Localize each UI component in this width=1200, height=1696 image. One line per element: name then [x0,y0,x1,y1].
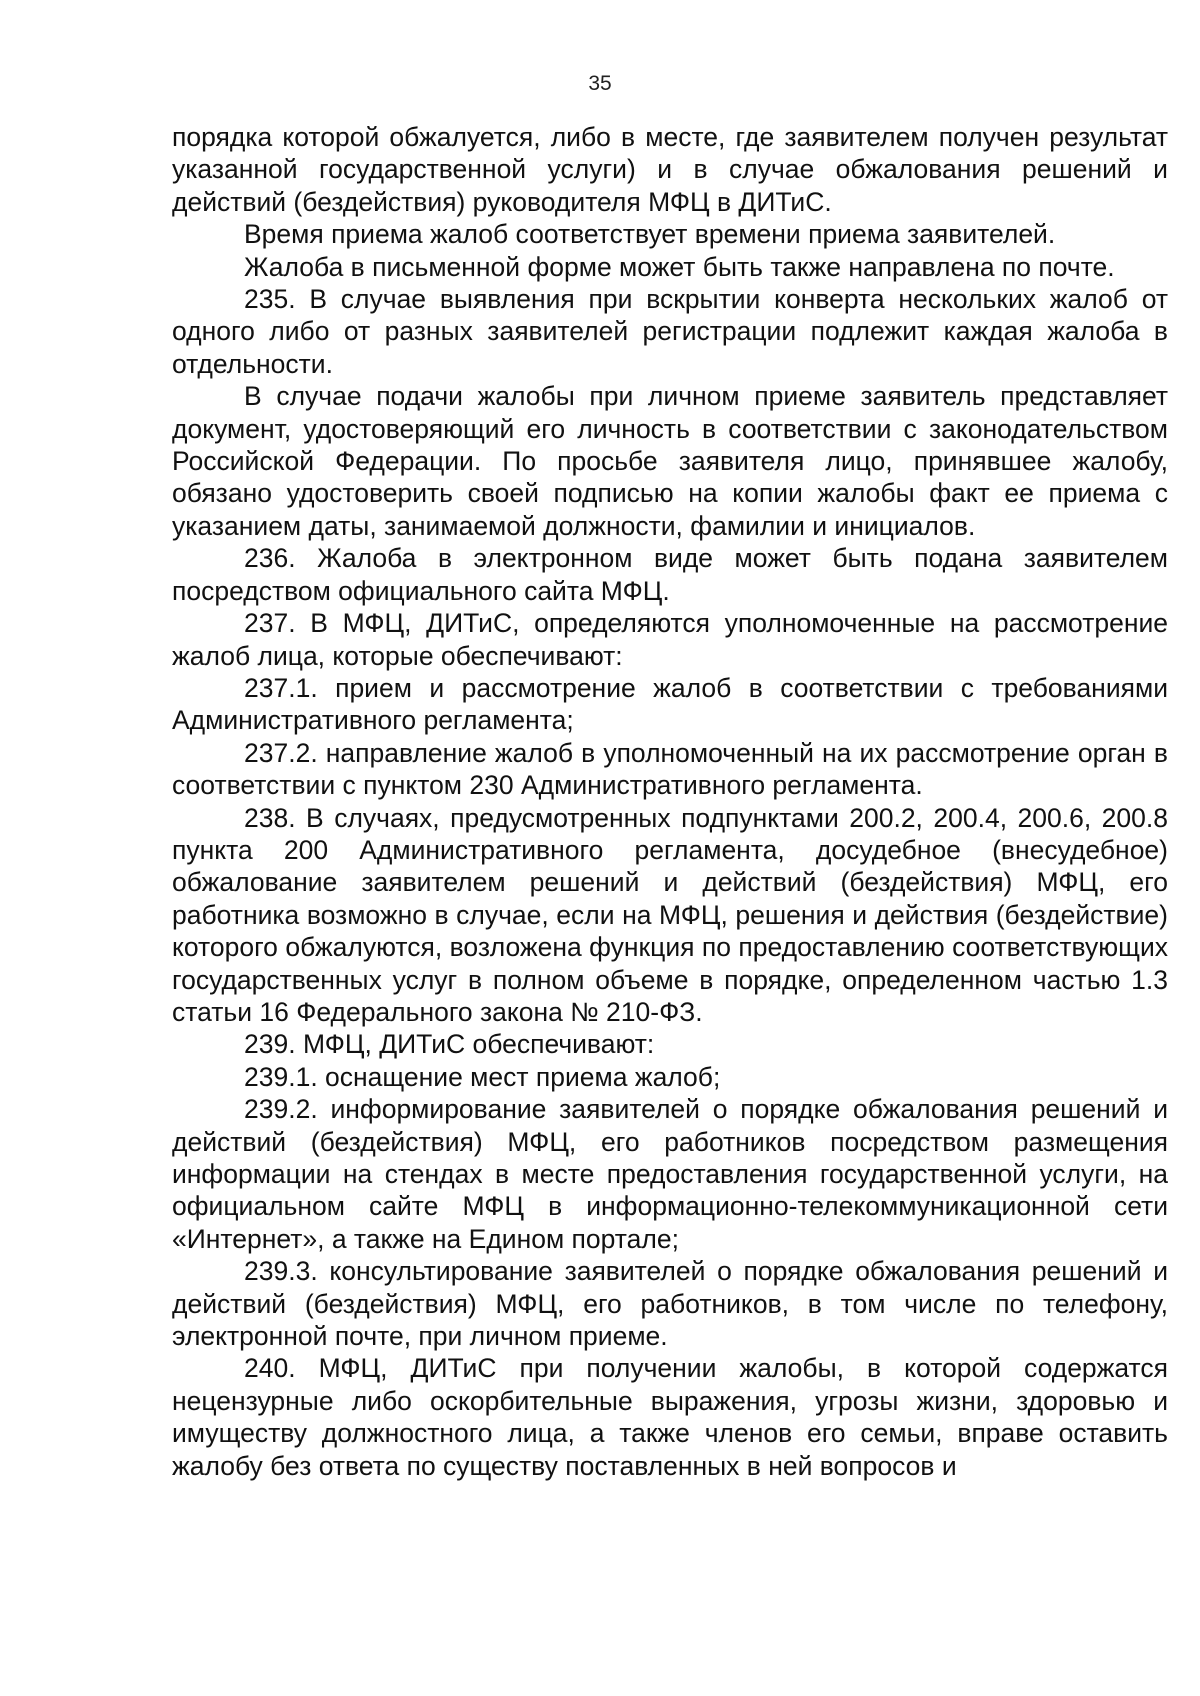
paragraph-237: 237. В МФЦ, ДИТиС, определяются уполномоченные на рассмотрение жалоб лица, которые обеспечивают: [172,608,1168,671]
paragraph-237-2: 237.2. направление жалоб в уполномоченный на их рассмотрение орган в соответствии с пунктом 230 Административного регламента. [172,737,1168,801]
paragraph-personal-reception: В случае подачи жалобы при личном приеме заявитель представляет документ, удостоверяющий его личность в соответствии с законодательством Российской Федерации. По просьбе заявителя лицо, принявшее жалобу, обязано удостоверить своей подписью на копии жалобы факт ее приема с указанием даты, занимаемой должности, фамилии и инициалов. [172,381,1168,541]
paragraph-239: 239. МФЦ, ДИТиС обеспечивают: [244,1029,655,1060]
paragraph-239-3: 239.3. консультирование заявителей о порядке обжалования решений и действий (бездействия) МФЦ, его работников, в том числе по телефону, электронной почте, при личном приеме. [172,1256,1168,1352]
paragraph-239-1: 239.1. оснащение мест приема жалоб; [244,1061,721,1092]
paragraph-complaint-time: Время приема жалоб соответствует времени приема заявителей. [244,219,1056,250]
paragraph-240: 240. МФЦ, ДИТиС при получении жалобы, в которой содержатся нецензурные либо оскорбительные выражения, угрозы жизни, здоровью и имуществу должностного лица, а также членов его семьи, вправе оставить жалобу без ответа по существу поставленных в ней вопросов и [172,1353,1168,1481]
paragraph-236: 236. Жалоба в электронном виде может быть подана заявителем посредством официального сайта МФЦ. [172,543,1168,606]
document-body [172,121,1168,1482]
paragraph-235: 235. В случае выявления при вскрытии конверта нескольких жалоб от одного либо от разных заявителей регистрации подлежит каждая жалоба в отдельности. [172,284,1168,379]
paragraph-237-1: 237.1. прием и рассмотрение жалоб в соответствии с требованиями Административного регламента; [172,672,1168,736]
paragraph-238: 238. В случаях, предусмотренных подпунктами 200.2, 200.4, 200.6, 200.8 пункта 200 Административного регламента, досудебное (внесудебное) обжалование заявителем решений и действий (бездействия) МФЦ, его работника возможно в случае, если на МФЦ, решения и действия (бездействие) которого обжалуются, возложена функция по предоставлению соответствующих государственных услуг в полном объеме в порядке, определенном частью 1.3 статьи 16 Федерального закона № 210-ФЗ. [172,802,1168,1027]
page-number: 35 [588,72,612,95]
paragraph-239-2: 239.2. информирование заявителей о порядке обжалования решений и действий (бездействия) МФЦ, его работников посредством размещения информации на стендах в месте предоставления государственной услуги, на официальном сайте МФЦ в информационно-телекоммуникационной сети «Интернет», а также на Едином портале; [172,1094,1168,1254]
paragraph-continuation: порядка которой обжалуется, либо в месте, где заявителем получен результат указанной государственной услуги) и в случае обжалования решений и действий (бездействия) руководителя МФЦ в ДИТиС. [172,122,1168,217]
paragraph-written-complaint: Жалоба в письменной форме может быть также направлена по почте. [244,251,1115,282]
